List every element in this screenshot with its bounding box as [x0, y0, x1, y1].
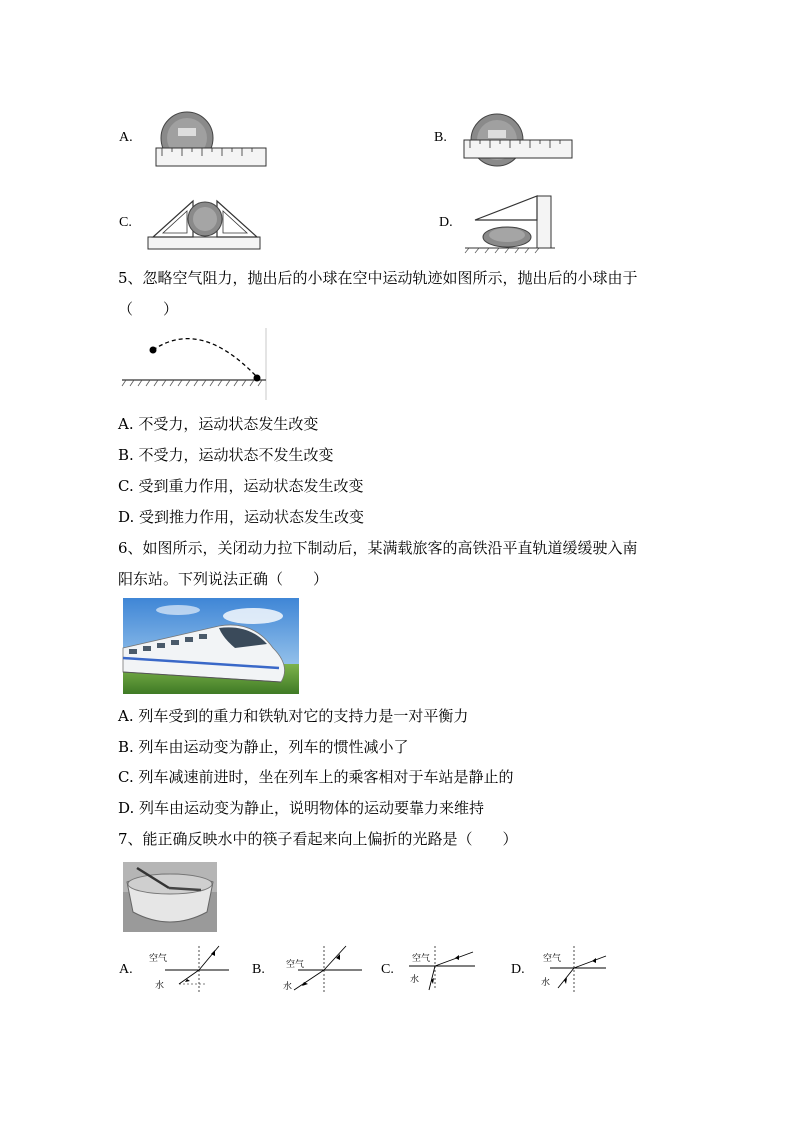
q7-option-a-water-label: 水 [155, 981, 165, 991]
q7-option-d-label[interactable]: D. [511, 962, 525, 977]
q4-option-d-figure [465, 190, 565, 254]
q7-option-b-air-label: 空气 [286, 960, 305, 970]
q6-stem: 6、如图所示，关闭动力拉下制动后，某满载旅客的高铁沿平直轨道缓缓驶入南 [118, 539, 638, 557]
q7-option-c-water-label: 水 [410, 975, 420, 985]
q4-option-c-figure [145, 193, 265, 253]
q7-stem: 7、能正确反映水中的筷子看起来向上偏折的光路是（ ） [118, 830, 518, 848]
q7-option-d-air-label: 空气 [543, 954, 562, 964]
q5-stem: 5、忽略空气阻力，抛出后的小球在空中运动轨迹如图所示，抛出后的小球由于 [118, 269, 638, 287]
q7-option-d-water-label: 水 [541, 978, 551, 988]
q7-option-c-air-label: 空气 [412, 954, 431, 964]
q5-trajectory-figure [120, 328, 270, 402]
q5-option-d[interactable]: D. 受到推力作用，运动状态发生改变 [118, 508, 365, 526]
q7-option-a-air-label: 空气 [149, 954, 168, 964]
q5-stem-continuation: （ ） [118, 300, 179, 318]
q5-option-b[interactable]: B. 不受力，运动状态不发生改变 [118, 446, 334, 464]
q7-option-a-label[interactable]: A. [119, 962, 133, 977]
q4-option-b-figure [460, 110, 580, 172]
q6-train-photo [123, 598, 299, 694]
q4-option-a-figure [150, 110, 270, 172]
q4-option-a-label[interactable]: A. [119, 130, 133, 145]
q7-option-c-label[interactable]: C. [381, 962, 394, 977]
q6-option-b[interactable]: B. 列车由运动变为静止，列车的惯性减小了 [118, 738, 409, 756]
q6-option-a[interactable]: A. 列车受到的重力和铁轨对它的支持力是一对平衡力 [118, 707, 469, 725]
q6-stem-continuation: 阳东站。下列说法正确（ ） [118, 570, 329, 588]
q4-option-b-label[interactable]: B. [434, 130, 447, 145]
q4-option-d-label[interactable]: D. [439, 215, 453, 230]
q5-option-c[interactable]: C. 受到重力作用，运动状态发生改变 [118, 477, 364, 495]
q5-option-a[interactable]: A. 不受力，运动状态发生改变 [118, 415, 319, 433]
q7-option-b-label[interactable]: B. [252, 962, 265, 977]
q7-chopstick-bowl-photo [123, 862, 217, 932]
q7-option-b-water-label: 水 [283, 982, 293, 992]
q6-option-d[interactable]: D. 列车由运动变为静止，说明物体的运动要靠力来维持 [118, 799, 485, 817]
q4-option-c-label[interactable]: C. [119, 215, 132, 230]
q6-option-c[interactable]: C. 列车减速前进时，坐在列车上的乘客相对于车站是静止的 [118, 768, 514, 786]
